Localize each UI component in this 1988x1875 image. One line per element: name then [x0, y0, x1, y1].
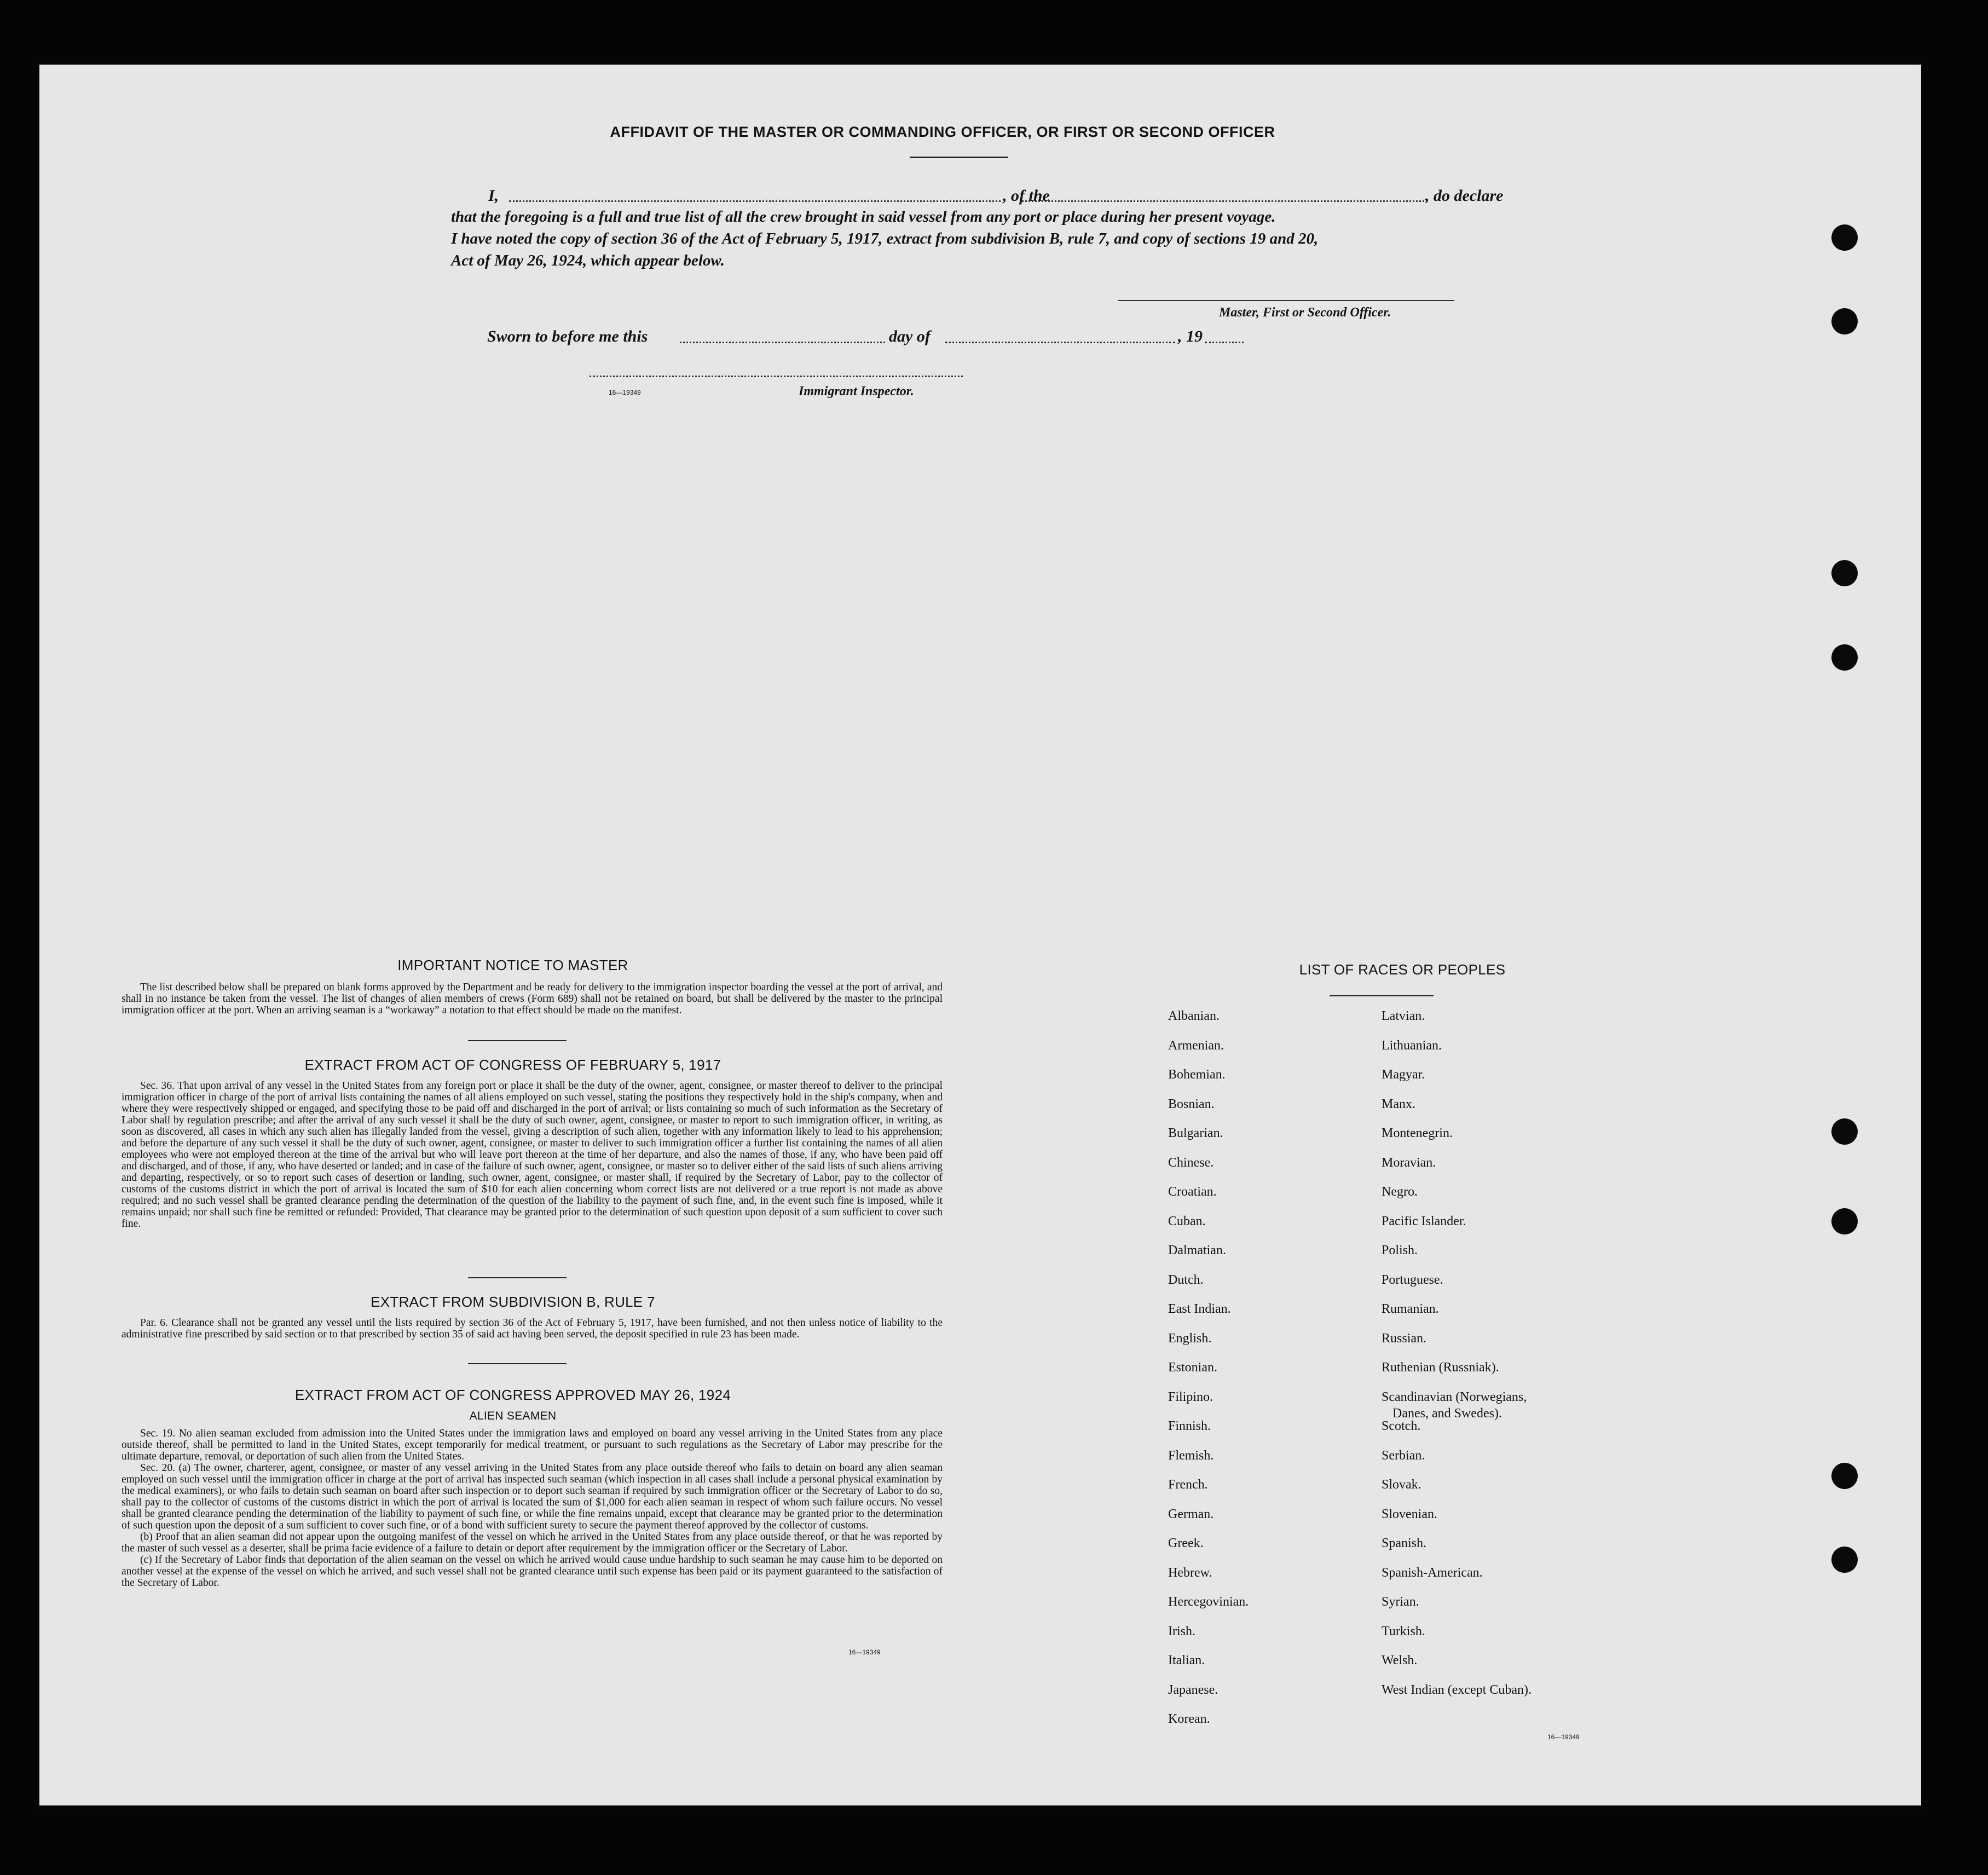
race-right-item: Danes, and Swedes).: [1392, 1406, 1502, 1421]
race-right-item: Scotch.: [1382, 1419, 1421, 1433]
name-blank: [509, 200, 1001, 202]
punch-hole-7: [1831, 1463, 1858, 1489]
race-left-item: Hebrew.: [1168, 1565, 1212, 1580]
race-left-item: English.: [1168, 1331, 1212, 1346]
race-right-item: Portuguese.: [1382, 1272, 1443, 1287]
signature-label: Master, First or Second Officer.: [1219, 305, 1391, 320]
race-left-item: Croatian.: [1168, 1185, 1217, 1199]
race-left-item: Albanian.: [1168, 1009, 1220, 1023]
vessel-blank: [1022, 200, 1424, 202]
race-right-item: Turkish.: [1382, 1624, 1425, 1639]
affidavit-line-3: I have noted the copy of section 36 of the Act of February 5, 1917, extract from subdivision B, rule 7, and copy of sections 19 and 20,: [451, 230, 1319, 247]
race-right-item: Latvian.: [1382, 1009, 1425, 1023]
race-left-item: Flemish.: [1168, 1448, 1214, 1463]
act1917-heading: EXTRACT FROM ACT OF CONGRESS OF FEBRUARY 5, 1917: [304, 1057, 721, 1073]
sworn-day-of: day of: [889, 327, 931, 345]
race-left-item: Greek.: [1168, 1536, 1204, 1550]
race-right-item: Scandinavian (Norwegians,: [1382, 1389, 1527, 1404]
race-right-item: Welsh.: [1382, 1653, 1418, 1668]
race-right-item: Negro.: [1382, 1185, 1418, 1199]
race-left-item: Finnish.: [1168, 1419, 1211, 1433]
affidavit-line-2: that the foregoing is a full and true list of all the crew brought in said vessel from any port or place during her present voyage.: [451, 208, 1276, 226]
race-right-item: Slovenian.: [1382, 1507, 1437, 1521]
sworn-year: , 19: [1178, 327, 1203, 345]
race-right-item: Pacific Islander.: [1382, 1214, 1466, 1228]
punch-hole-8: [1831, 1547, 1858, 1573]
punch-hole-6: [1831, 1208, 1858, 1234]
race-right-item: Montenegrin.: [1382, 1126, 1453, 1140]
race-left-item: Dalmatian.: [1168, 1243, 1226, 1257]
punch-hole-2: [1831, 308, 1858, 334]
race-left-item: Filipino.: [1168, 1389, 1213, 1404]
race-right-item: Manx.: [1382, 1097, 1415, 1111]
punch-hole-4: [1831, 644, 1858, 671]
act1917-rule: [468, 1277, 567, 1278]
title-rule: [910, 157, 1008, 158]
race-left-item: Japanese.: [1168, 1682, 1218, 1697]
race-right-item: Spanish-American.: [1382, 1565, 1483, 1580]
races-rule: [1330, 995, 1434, 996]
race-left-item: Irish.: [1168, 1624, 1195, 1639]
affidavit-declare: , do declare: [1425, 187, 1504, 205]
notice-rule: [468, 1040, 567, 1041]
affidavit-line-4: Act of May 26, 1924, which appear below.: [451, 252, 725, 269]
race-right-item: Russian.: [1382, 1331, 1427, 1346]
notice-text: The list described below shall be prepared on blank forms approved by the Department and be ready for delivery to the immigration inspector boarding the vessel at the port of arrival, and shall in no instance be taken from the vessel. The list of changes of alien members of crews (Form 689) shall not be retained on board, but shall be delivered by the master to the principal immigration officer at the port. When an arriving seaman is a “workaway” a notation to that effect should be made on the manifest.: [122, 982, 943, 1016]
sworn-month-blank: [945, 342, 1175, 343]
race-right-item: Rumanian.: [1382, 1302, 1439, 1316]
race-right-item: Polish.: [1382, 1243, 1418, 1257]
sworn-year-blank: [1205, 342, 1244, 343]
affidavit-of-the: , of the: [1003, 187, 1050, 205]
sec19-text: Sec. 19. No alien seaman excluded from admission into the United States under the immigration laws and employed on board any vessel arriving in the United States from any place outside thereof, shall be permitted to land in the United States, except temporarily for medical treatment, or pursuant to such regulations as the Secretary of Labor may prescribe for the ultimate departure, removal, or deportation of such alien from the United States.: [122, 1428, 943, 1462]
race-left-item: Bohemian.: [1168, 1068, 1226, 1082]
inspector-label: Immigrant Inspector.: [799, 384, 914, 399]
act1924-body: [122, 1428, 943, 1589]
race-left-item: French.: [1168, 1478, 1208, 1492]
rule7-heading: EXTRACT FROM SUBDIVISION B, RULE 7: [371, 1294, 655, 1310]
act1924-heading: EXTRACT FROM ACT OF CONGRESS APPROVED MAY 26, 1924: [294, 1387, 731, 1403]
race-right-item: Lithuanian.: [1382, 1038, 1442, 1053]
races-form-code: 16—19349: [1547, 1733, 1580, 1741]
act1924-subheading: ALIEN SEAMEN: [469, 1410, 557, 1422]
race-left-item: Korean.: [1168, 1712, 1210, 1726]
rule7-rule: [468, 1363, 567, 1364]
race-left-item: Dutch.: [1168, 1272, 1204, 1287]
race-right-item: Syrian.: [1382, 1595, 1419, 1609]
rule7-body: [122, 1317, 943, 1340]
affidavit-form-code: 16—19349: [609, 389, 641, 396]
sec20c-text: (c) If the Secretary of Labor finds that deportation of the alien seaman on the vessel on which he arrived would cause undue hardship to such seaman he may cause him to be deported on another vessel at the expense of the vessel on which he arrived, and such vessel shall not be granted clearance until such expense has been paid or its payment guaranteed to the satisfaction of the Secretary of Labor.: [122, 1554, 943, 1589]
notice-heading: IMPORTANT NOTICE TO MASTER: [397, 957, 628, 973]
punch-hole-1: [1831, 224, 1858, 251]
sworn-date-blank: [680, 342, 885, 343]
race-right-item: Slovak.: [1382, 1478, 1421, 1492]
race-left-item: Bulgarian.: [1168, 1126, 1223, 1140]
race-left-item: Hercegovinian.: [1168, 1595, 1249, 1609]
races-heading: LIST OF RACES OR PEOPLES: [1299, 961, 1506, 978]
par6-text: Par. 6. Clearance shall not be granted any vessel until the lists required by section 36 of the Act of February 5, 1917, have been furnished, and not then unless notice of liability to the administrative fine prescribed by said section or to that prescribed by section 35 of said act having been served, the deposit specified in rule 23 has been made.: [122, 1317, 943, 1340]
act1917-body: [122, 1080, 943, 1230]
race-left-item: Estonian.: [1168, 1360, 1217, 1375]
sec20b-text: (b) Proof that an alien seaman did not appear upon the outgoing manifest of the vessel on which he arrived in the United States from any place outside thereof, or that he was reported by the master of such vessel as a deserter, shall be prima facie evidence of a failure to detain or deport after requirement by the immigration officer or the Secretary of Labor.: [122, 1531, 943, 1554]
form-sheet: [39, 65, 1921, 1805]
race-right-item: Ruthenian (Russniak).: [1382, 1360, 1499, 1375]
race-right-item: Moravian.: [1382, 1155, 1436, 1170]
race-left-item: German.: [1168, 1507, 1214, 1521]
race-right-item: West Indian (except Cuban).: [1382, 1682, 1532, 1697]
affidavit-title: AFFIDAVIT OF THE MASTER OR COMMANDING OFFICER, OR FIRST OR SECOND OFFICER: [610, 124, 1275, 140]
race-left-item: Chinese.: [1168, 1155, 1214, 1170]
race-left-item: Italian.: [1168, 1653, 1205, 1668]
notice-body: [122, 982, 943, 1016]
race-right-item: Spanish.: [1382, 1536, 1427, 1550]
race-right-item: Magyar.: [1382, 1068, 1425, 1082]
race-left-item: Cuban.: [1168, 1214, 1206, 1228]
punch-hole-3: [1831, 560, 1858, 586]
act1924-form-code: 16—19349: [848, 1648, 881, 1656]
sworn-prefix: Sworn to before me this: [487, 327, 648, 345]
race-left-item: East Indian.: [1168, 1302, 1231, 1316]
race-left-item: Bosnian.: [1168, 1097, 1215, 1111]
signature-line: [1118, 300, 1454, 301]
sec36-text: Sec. 36. That upon arrival of any vessel in the United States from any foreign port or place it shall be the duty of the owner, agent, consignee, or master thereof to deliver to the principal immigration officer in charge of the port of arrival lists containing the names of all aliens employed on such vessel, stating the positions they respectively hold in the ship's company, when and where they were respectively shipped or engaged, and specifying those to be paid off and discharged in the port of arrival; or lists containing so much of such information as the Secretary of Labor shall by regulation prescribe; and after the arrival of any such vessel it shall be the duty of such owner, agent, consignee, or master to report to such immigration officer, in writing, as soon as discovered, all cases in which any such alien has illegally landed from the vessel, giving a description of such alien, together with any information likely to lead to his apprehension; and before the departure of any such vessel it shall be the duty of such owner, agent, consignee, or master to deliver to such immigration officer a further list containing the names of all alien employees who were not employed thereon at the time of the arrival but who will leave port thereon at the time of her departure, and also the names of those, if any, who have been paid off and discharged, and of those, if any, who have deserted or landed; and in case of the failure of such owner, agent, consignee, or master so to deliver either of the said lists of such aliens arriving and departing, respectively, or so to report such cases of desertion or landing, such owner, agent, consignee, or master shall, if required by the Secretary of Labor, pay to the collector of customs of the customs district in which the port of arrival is located the sum of $10 for each alien concerning whom correct lists are not delivered or a true report is not made as above required; and no such vessel shall be granted clearance pending the determination of the question of the liability to the payment of such fine, and, in the event such fine is imposed, while it remains unpaid; nor shall such fine be remitted or refunded: Provided, That clearance may be granted prior to the determination of such question upon deposit of a sum sufficient to cover such fine.: [122, 1080, 943, 1230]
affidavit-prefix: I,: [488, 187, 499, 205]
race-left-item: Armenian.: [1168, 1038, 1224, 1053]
sec20a-text: Sec. 20. (a) The owner, charterer, agent, consignee, or master of any vessel arriving in the United States from any place outside thereof who fails to detain on board any alien seaman employed on such vessel until the immigration officer in charge at the port of arrival has inspected such seaman (which inspection in all cases shall include a personal physical examination by the medical examiners), or who fails to detain such seaman on board after such inspection or to deport such seaman if required by such immigration officer or the Secretary of Labor to do so, shall pay to the collector of customs of the customs district in which the port of arrival is located the sum of $1,000 for each alien seaman in respect of whom such failure occurs. No vessel shall be granted clearance pending the determination of the liability to payment of such fine, or while the fine remains unpaid, except that clearance may be granted prior to the determination of such question upon the deposit of a sum sufficient to cover such fine, or of a bond with sufficient surety to secure the payment thereof approved by the collector of customs.: [122, 1462, 943, 1531]
race-right-item: Serbian.: [1382, 1448, 1425, 1463]
inspector-line: [590, 376, 963, 377]
punch-hole-5: [1831, 1118, 1858, 1145]
